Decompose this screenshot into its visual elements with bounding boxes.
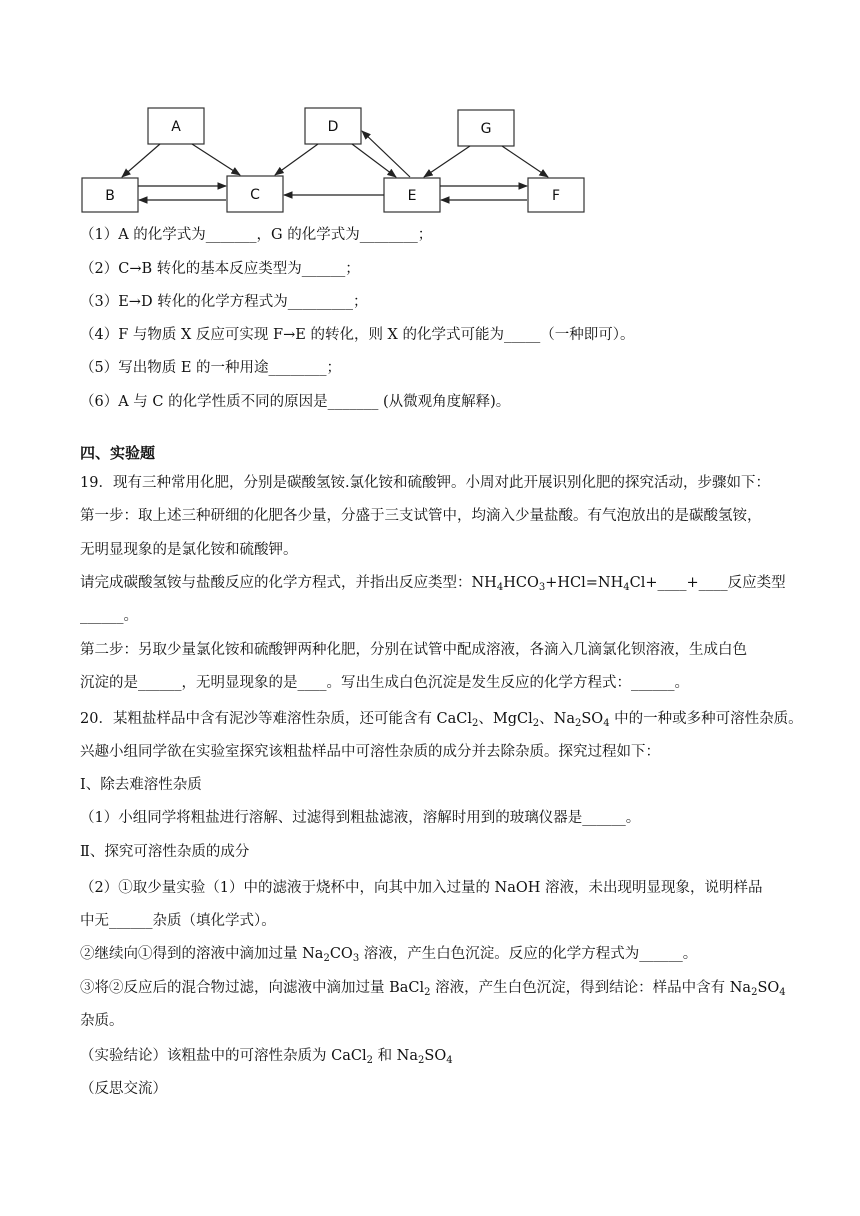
box-d-label: D bbox=[327, 119, 339, 135]
arrow-g-f bbox=[502, 146, 548, 177]
arrow-g-e bbox=[424, 146, 470, 177]
q20-line2: 兴趣小组同学欲在实验室探究该粗盐样品中可溶性杂质的成分并去除杂质。探究过程如下： bbox=[80, 744, 660, 760]
section-heading: 四、实验题 bbox=[80, 444, 156, 462]
q19-line3: 无明显现象的是氯化铵和硫酸钾。 bbox=[80, 542, 298, 558]
box-a-label: A bbox=[171, 119, 181, 135]
q18-part5: （5）写出物质 E 的一种用途________； bbox=[80, 360, 342, 376]
q18-part2: （2）C→B 转化的基本反应类型为______； bbox=[80, 261, 360, 277]
q18-part1: （1）A 的化学式为_______，G 的化学式为________； bbox=[80, 227, 433, 243]
q20-line10: 杂质。 bbox=[80, 1013, 124, 1029]
arrow-d-c bbox=[275, 144, 318, 175]
q20-line9: ③将②反应后的混合物过滤，向滤液中滴加过量 BaCl$_2$ 溶液，产生白色沉淀，得到结论：样品中含有 $Na_2SO_4$ bbox=[80, 980, 786, 998]
q19-line2: 第一步：取上述三种研细的化肥各少量，分盛于三支试管中，均滴入少量盐酸。有气泡放出的是碳酸氢铵， bbox=[80, 508, 762, 524]
q18-part6: （6）A 与 C 的化学性质不同的原因是_______ (从微观角度解释)。 bbox=[80, 394, 511, 410]
q20-line1: 20．某粗盐样品中含有泥沙等难溶性杂质，还可能含有 CaCl$_2$、MgCl$_2$、$Na_2SO_4$ 中的一种或多种可溶性杂质。 bbox=[80, 711, 803, 729]
arrow-a-b bbox=[122, 144, 160, 177]
box-f-label: F bbox=[551, 188, 561, 204]
reaction-diagram bbox=[0, 0, 860, 220]
q18-part3: （3）E→D 转化的化学方程式为_________； bbox=[80, 294, 368, 310]
q19-line6: 第二步：另取少量氯化铵和硫酸钾两种化肥，分别在试管中配成溶液，各滴入几滴氯化钡溶液，生成白色 bbox=[80, 642, 747, 658]
box-e-label: E bbox=[407, 188, 417, 204]
q20-part-i: Ⅰ、除去难溶性杂质 bbox=[80, 777, 202, 793]
q19-line5: ______。 bbox=[80, 608, 138, 624]
q20-reflection: （反思交流） bbox=[80, 1081, 167, 1097]
q20-line4: （1）小组同学将粗盐进行溶解、过滤得到粗盐滤液，溶解时用到的玻璃仪器是______。 bbox=[80, 810, 641, 826]
q18-part4: （4）F 与物质 X 反应可实现 F→E 的转化，则 X 的化学式可能为_____（一种即可）。 bbox=[80, 327, 635, 343]
arrow-a-c bbox=[192, 144, 240, 175]
box-b-label: B bbox=[105, 188, 115, 204]
q19-line1: 19．现有三种常用化肥，分别是碳酸氢铵.氯化铵和硫酸钾。小周对此开展识别化肥的探究活动，步骤如下： bbox=[80, 475, 771, 491]
q19-line7: 沉淀的是______，无明显现象的是____。写出生成白色沉淀是发生反应的化学方程式：______。 bbox=[80, 675, 689, 691]
q20-line6: （2）①取少量实验（1）中的滤液于烧杯中，向其中加入过量的 NaOH 溶液，未出现明显现象，说明样品 bbox=[80, 880, 763, 896]
arrow-d-e bbox=[352, 144, 396, 177]
q20-conclusion: （实验结论）该粗盐中的可溶性杂质为 CaCl$_2$ 和 $Na_2SO_4$ bbox=[80, 1048, 453, 1066]
q20-line8: ②继续向①得到的溶液中滴加过量 $Na_2CO_3$ 溶液，产生白色沉淀。反应的化学方程式为______。 bbox=[80, 946, 698, 964]
q19-line4: 请完成碳酸氢铵与盐酸反应的化学方程式，并指出反应类型：$NH_4HCO_3+HCl=NH_4Cl+\_\_\_\_+\_\_\_\_$反应类型 bbox=[80, 575, 786, 593]
box-c-label: C bbox=[250, 187, 260, 203]
box-g-label: G bbox=[480, 121, 492, 137]
q20-part-ii: Ⅱ、探究可溶性杂质的成分 bbox=[80, 844, 250, 860]
q20-line7: 中无______杂质（填化学式）。 bbox=[80, 913, 276, 929]
